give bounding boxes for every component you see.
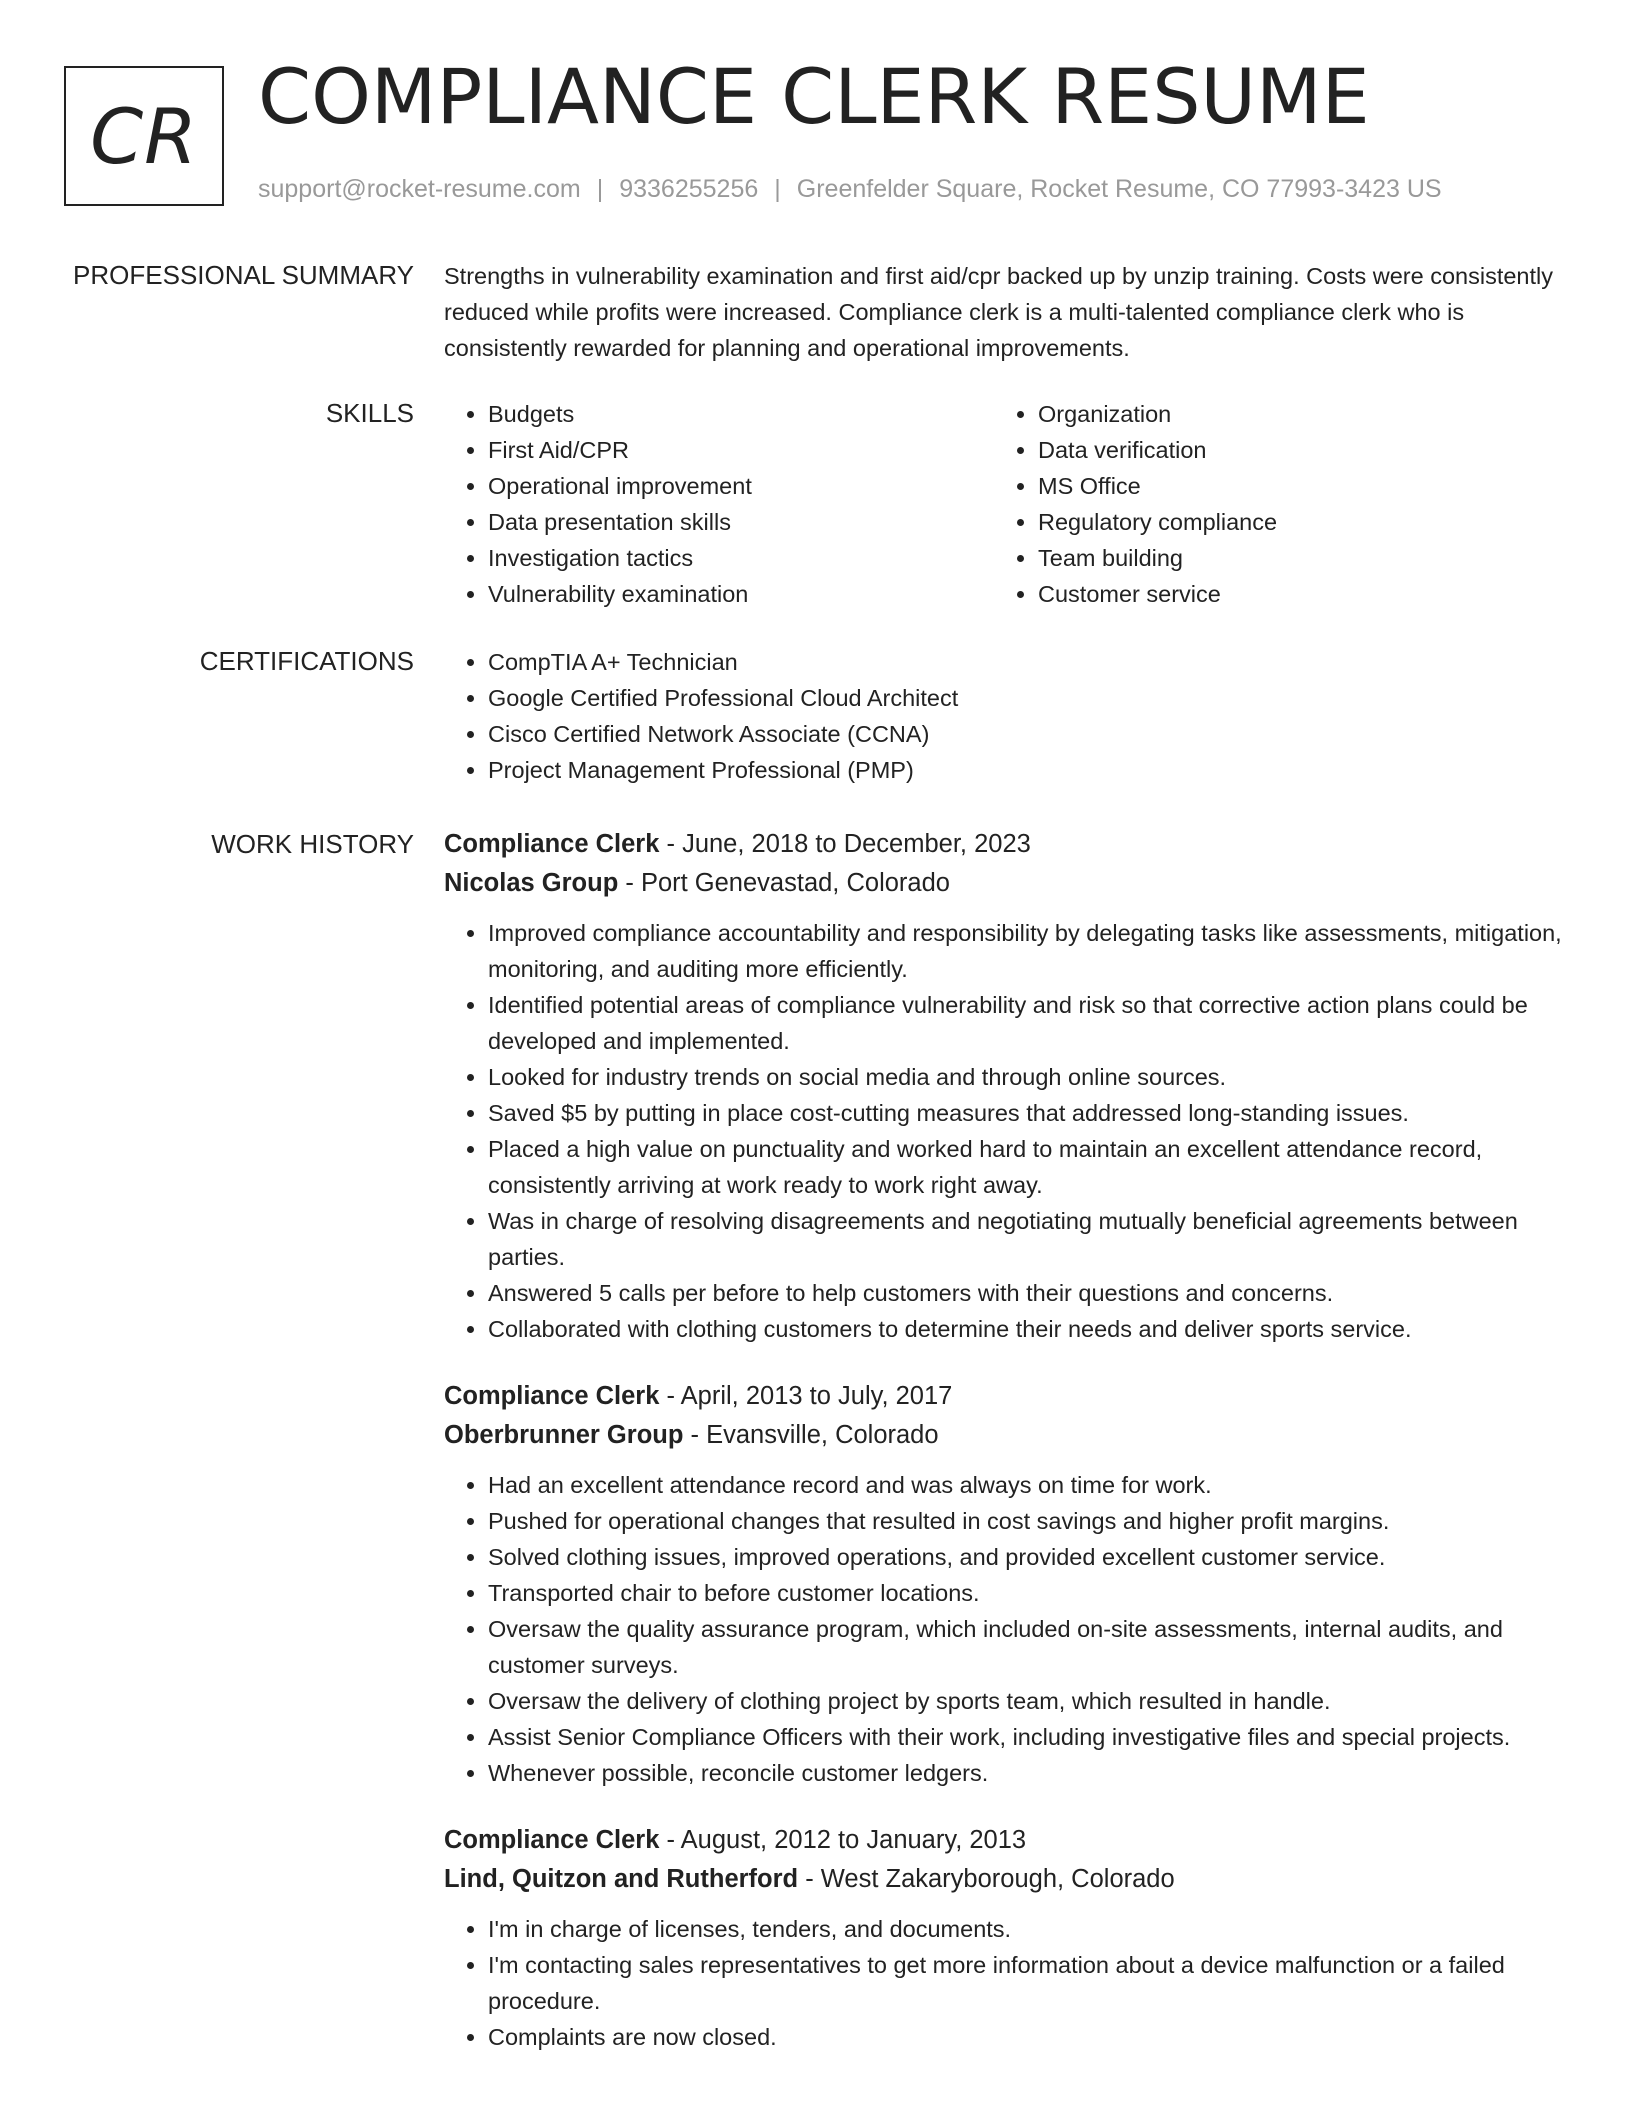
certification-item: • Cisco Certified Network Associate (CCNA) <box>488 716 1564 752</box>
skills-list <box>444 396 1564 616</box>
job-title: Compliance Clerk <box>444 830 660 858</box>
job-dates: - August, 2012 to January, 2013 <box>659 1826 1027 1854</box>
section-heading-summary: PROFESSIONAL SUMMARY <box>73 260 414 290</box>
contact-separator: | <box>774 175 781 203</box>
section-heading-skills: SKILLS <box>325 398 414 428</box>
company-location: - Port Genevastad, Colorado <box>618 869 950 897</box>
resume-title: COMPLIANCE CLERK RESUME <box>258 52 1370 141</box>
skill-item: • Vulnerability examination <box>488 576 1028 612</box>
job-bullet: • Had an excellent attendance record and was always on time for work. <box>488 1467 1564 1503</box>
skills-column-right <box>994 396 1578 612</box>
job-bullets <box>444 1911 1564 2055</box>
contact-phone[interactable]: 9336255256 <box>619 175 759 203</box>
monogram-box <box>64 66 224 206</box>
skill-item: • Team building <box>1038 540 1578 576</box>
job-bullet: • Looked for industry trends on social media and through online sources. <box>488 1059 1564 1095</box>
job-title-line <box>444 825 1564 863</box>
company-name: Lind, Quitzon and Rutherford <box>444 1865 799 1893</box>
job-title: Compliance Clerk <box>444 1382 660 1410</box>
certification-item: • Project Management Professional (PMP) <box>488 752 1564 788</box>
company-location: - Evansville, Colorado <box>683 1421 939 1449</box>
skill-item: • Organization <box>1038 396 1578 432</box>
company-name: Nicolas Group <box>444 869 619 897</box>
contact-email[interactable]: support@rocket-resume.com <box>258 175 581 203</box>
skill-item: • Operational improvement <box>488 468 1028 504</box>
job-bullet: • Identified potential areas of compliance vulnerability and risk so that corrective action plans could be developed and implemented. <box>488 987 1564 1059</box>
job-bullet: • I'm in charge of licenses, tenders, and documents. <box>488 1911 1564 1947</box>
job-bullet: • Answered 5 calls per before to help customers with their questions and concerns. <box>488 1275 1564 1311</box>
section-heading-work-history: WORK HISTORY <box>211 829 414 859</box>
work-history-list <box>444 825 1564 2085</box>
job-bullet: • Whenever possible, reconcile customer ledgers. <box>488 1755 1564 1791</box>
job-bullet: • Was in charge of resolving disagreements and negotiating mutually beneficial agreements between parties. <box>488 1203 1564 1275</box>
monogram-initials: CR <box>90 91 198 181</box>
job-bullet: • Transported chair to before customer locations. <box>488 1575 1564 1611</box>
job-bullet: • Oversaw the quality assurance program, which included on-site assessments, internal audits, and customer surveys. <box>488 1611 1564 1683</box>
certification-item: • CompTIA A+ Technician <box>488 644 1564 680</box>
job-title-line <box>444 1821 1564 1859</box>
job-entry <box>444 825 1564 1347</box>
summary-text: Strengths in vulnerability examination and first aid/cpr backed up by unzip training. Costs were consistently reduced while profits were increased. Compliance clerk is a multi-talented compliance clerk who is consistently rewarded for planning and operational improvements. <box>444 263 1553 361</box>
job-bullet: • Assist Senior Compliance Officers with their work, including investigative files and special projects. <box>488 1719 1564 1755</box>
skill-item: • Data presentation skills <box>488 504 1028 540</box>
job-dates: - June, 2018 to December, 2023 <box>659 830 1031 858</box>
job-bullet: • Placed a high value on punctuality and worked hard to maintain an excellent attendance record, consistently arriving at work ready to work right away. <box>488 1131 1564 1203</box>
section-heading-certifications: CERTIFICATIONS <box>199 646 414 676</box>
job-bullet: • I'm contacting sales representatives to get more information about a device malfunction or a failed procedure. <box>488 1947 1564 2019</box>
skill-item: • Customer service <box>1038 576 1578 612</box>
job-bullet: • Saved $5 by putting in place cost-cutting measures that addressed long-standing issues. <box>488 1095 1564 1131</box>
job-bullet: • Oversaw the delivery of clothing project by sports team, which resulted in handle. <box>488 1683 1564 1719</box>
job-dates: - April, 2013 to July, 2017 <box>659 1382 953 1410</box>
company-line <box>444 1415 1564 1455</box>
job-bullets <box>444 1467 1564 1791</box>
skill-item: • Data verification <box>1038 432 1578 468</box>
contact-address: Greenfelder Square, Rocket Resume, CO 77993-3423 US <box>796 175 1442 203</box>
skills-column-left <box>444 396 1028 612</box>
company-line <box>444 863 1564 903</box>
skill-item: • First Aid/CPR <box>488 432 1028 468</box>
skill-item: • Budgets <box>488 396 1028 432</box>
company-location: - West Zakaryborough, Colorado <box>798 1865 1175 1893</box>
job-title: Compliance Clerk <box>444 1826 660 1854</box>
job-title-line <box>444 1377 1564 1415</box>
skill-item: • MS Office <box>1038 468 1578 504</box>
job-entry <box>444 1377 1564 1791</box>
company-line <box>444 1859 1564 1899</box>
job-bullets <box>444 915 1564 1347</box>
certification-item: • Google Certified Professional Cloud Architect <box>488 680 1564 716</box>
contact-separator: | <box>596 175 604 203</box>
job-bullet: • Improved compliance accountability and responsibility by delegating tasks like assessments, mitigation, monitoring, and auditing more efficiently. <box>488 915 1564 987</box>
contact-line <box>258 175 1442 204</box>
certifications-list <box>444 644 1564 788</box>
job-bullet: • Collaborated with clothing customers to determine their needs and deliver sports service. <box>488 1311 1564 1347</box>
job-bullet: • Complaints are now closed. <box>488 2019 1564 2055</box>
skill-item: • Regulatory compliance <box>1038 504 1578 540</box>
company-name: Oberbrunner Group <box>444 1421 684 1449</box>
job-bullet: • Solved clothing issues, improved operations, and provided excellent customer service. <box>488 1539 1564 1575</box>
job-entry <box>444 1821 1564 2055</box>
job-bullet: • Pushed for operational changes that resulted in cost savings and higher profit margins. <box>488 1503 1564 1539</box>
skill-item: • Investigation tactics <box>488 540 1028 576</box>
